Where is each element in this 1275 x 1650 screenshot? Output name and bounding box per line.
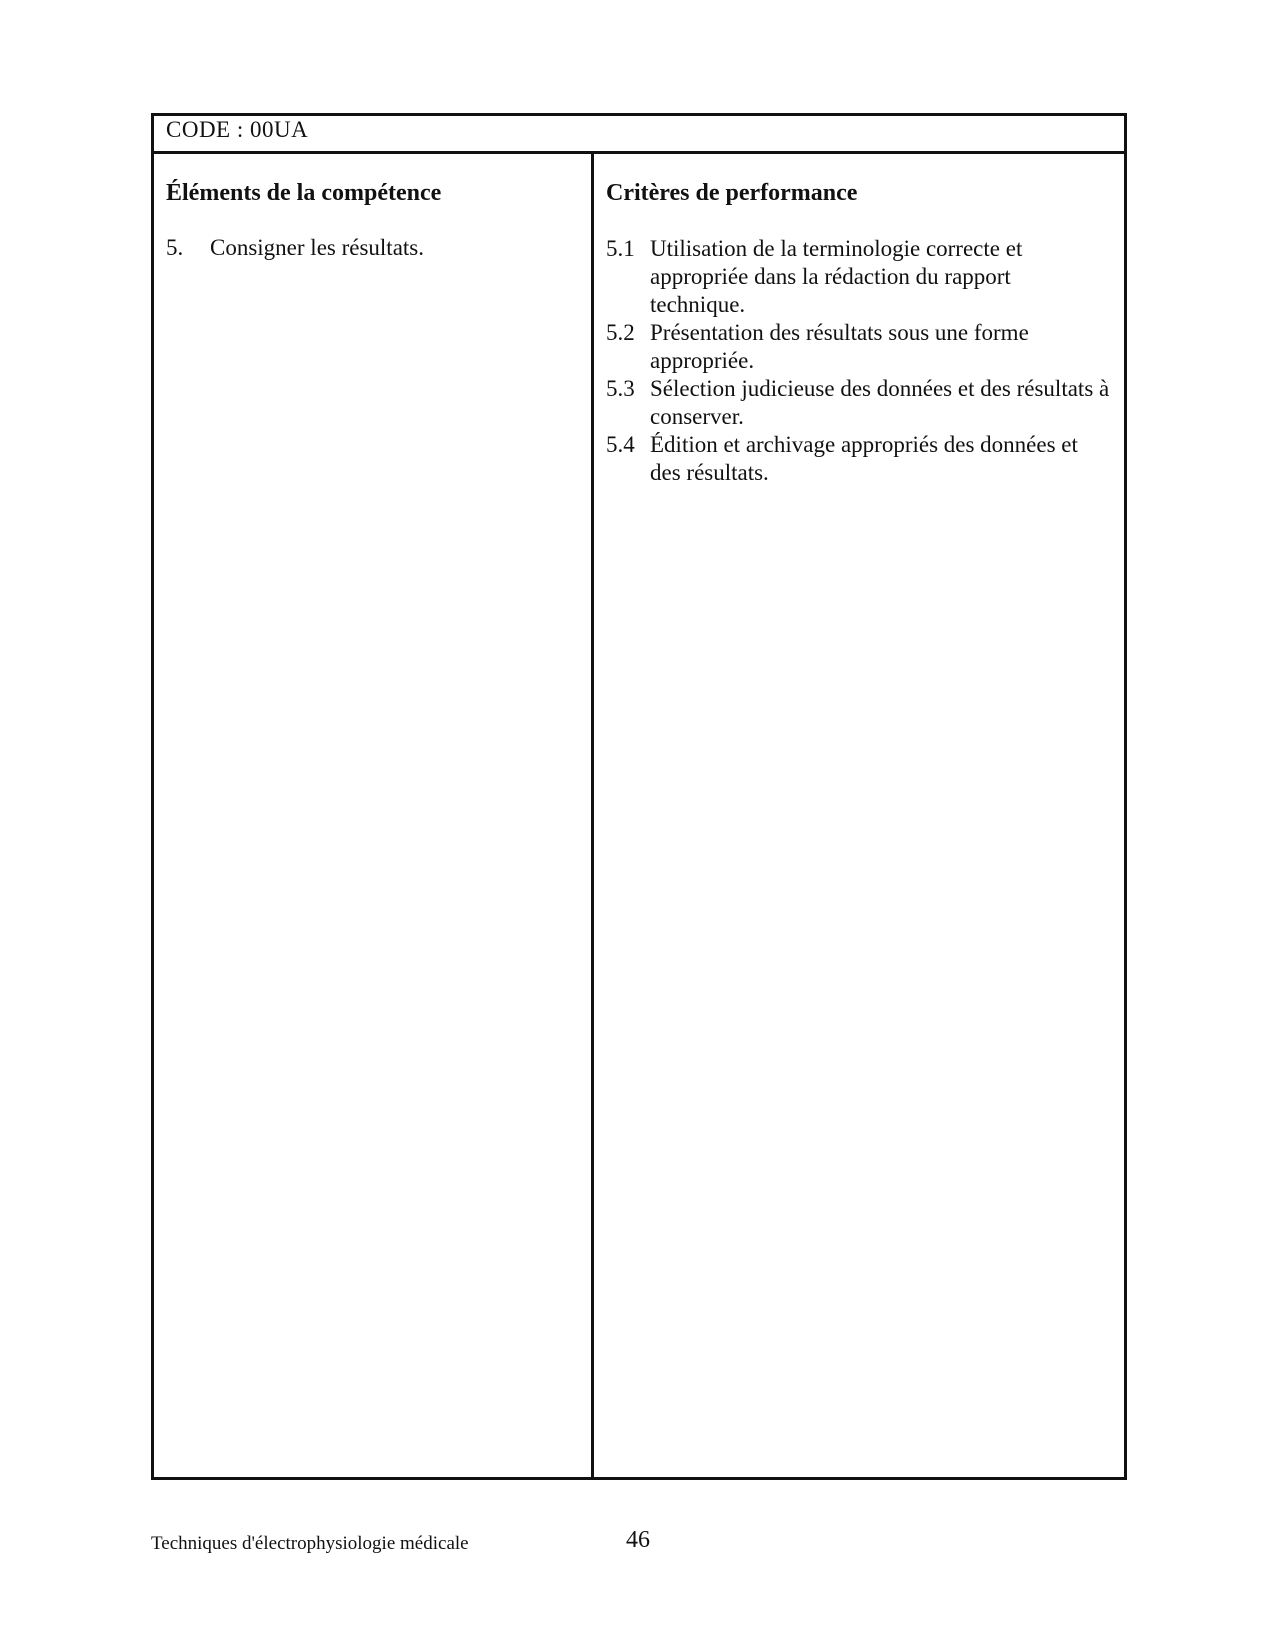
criteria-list (606, 235, 1111, 487)
criterion-item (606, 319, 1111, 375)
criterion-text: Utilisation de la terminologie correcte et appropriée dans la rédaction du rapport technique. (650, 236, 1023, 317)
element-number: 5. (166, 235, 184, 260)
elements-heading: Éléments de la compétence (166, 180, 442, 206)
element-item (166, 235, 424, 261)
criterion-number: 5.2 (606, 320, 635, 345)
criterion-number: 5.4 (606, 432, 635, 457)
criterion-text: Sélection judicieuse des données et des résultats à conserver. (650, 376, 1110, 429)
elements-column (154, 154, 591, 1477)
criterion-item (606, 375, 1111, 431)
criteria-column (594, 154, 1124, 1477)
competency-code: CODE : 00UA (166, 117, 309, 142)
criterion-item (606, 235, 1111, 319)
criterion-item (606, 431, 1111, 487)
page-number: 46 (626, 1527, 650, 1553)
element-text: Consigner les résultats. (210, 235, 424, 260)
criterion-number: 5.3 (606, 376, 635, 401)
footer-program-title: Techniques d'électrophysiologie médicale (151, 1533, 469, 1554)
code-row (154, 116, 1124, 154)
criterion-text: Édition et archivage appropriés des données et des résultats. (650, 432, 1078, 485)
criterion-number: 5.1 (606, 236, 635, 261)
criteria-heading: Critères de performance (606, 180, 858, 206)
competency-table (151, 113, 1127, 1480)
criterion-text: Présentation des résultats sous une forme appropriée. (650, 320, 1029, 373)
